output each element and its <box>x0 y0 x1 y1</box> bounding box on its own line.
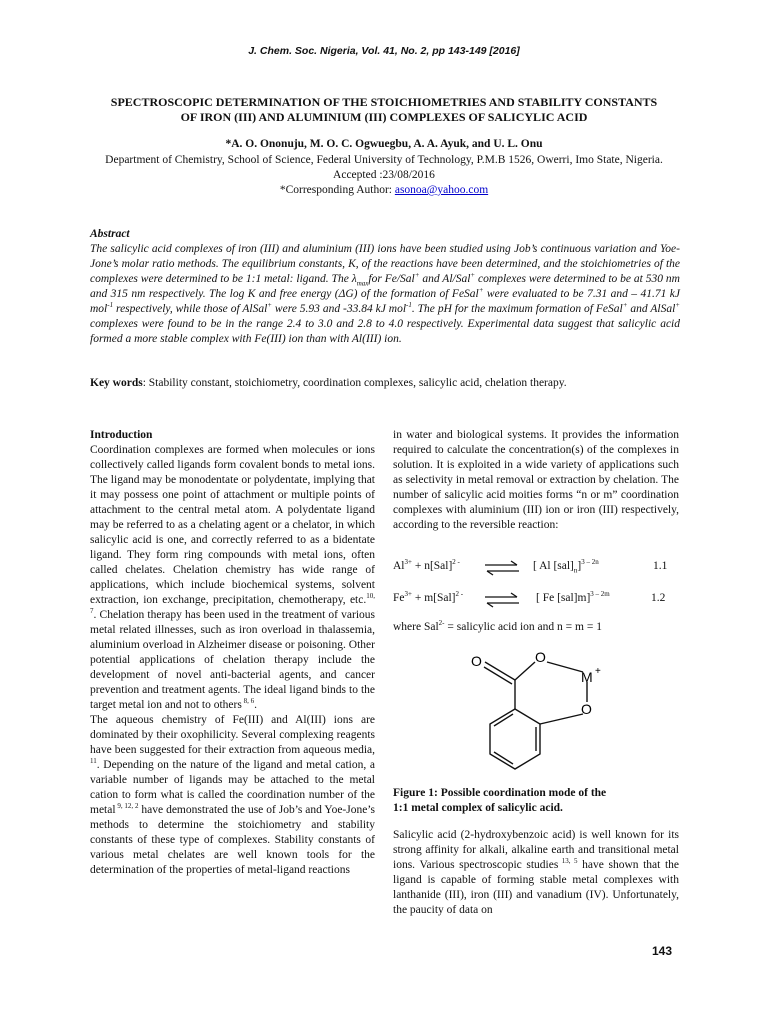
eq-term: ] <box>577 560 582 572</box>
citation: 8, 6 <box>241 697 255 706</box>
paragraph-segment: have shown that the ligand is capable of forming stable metal complexes with lanthanide (III), iron (III) and vanadium (IV). Unfortunately, the paucity of data on <box>393 859 679 916</box>
right-column-bottom <box>393 828 679 918</box>
benzene-ring <box>490 709 540 769</box>
where-sup: 2- <box>438 619 445 628</box>
title-line-1: SPECTROSCOPIC DETERMINATION OF THE STOICHIOMETRIES AND STABILITY CONSTANTS <box>110 95 658 109</box>
right-paragraph-1: in water and biological systems. It provides the information required to calculate the concentration(s) of the complexes in solution. It is exploited in a wide variety of applications such as selectivity in metal removal or extraction by chelation. The number of salicylic acid moities forms “n or m” coordination complexes with aluminium (III) ion or iron (III) respectively, according to the reversible reaction: <box>393 429 679 531</box>
eq-sup: 3+ <box>404 558 412 567</box>
left-column <box>90 428 375 878</box>
carbonyl-oxygen: O <box>471 653 482 669</box>
eq-sup: 3+ <box>404 590 412 599</box>
abstract-sup: + <box>675 301 681 310</box>
where-text: = salicylic acid ion and n = m = 1 <box>444 621 602 633</box>
eq-sup: 2 - <box>452 558 460 567</box>
right-column-top <box>393 428 679 533</box>
equation-1-1 <box>393 560 679 578</box>
paragraph-segment: . <box>254 699 257 711</box>
eq-term: Fe <box>393 592 405 604</box>
abstract-segment: and Al/Sal <box>419 273 471 285</box>
citation: 9, 12, 2 <box>115 802 139 811</box>
equation-number: 1.2 <box>651 592 666 604</box>
abstract-segment: were evaluated to be 7.31 and – 41.71 kJ mol <box>90 288 680 315</box>
abstract-segment: The salicylic acid complexes of iron (III) and aluminium (III) ions have been studied using Job’s continuous variation and Yoe-Jone’s molar ratio methods. The equilibrium constants, K, of the reactions have been determined, and the stoichiometries of the complexes were determined to be 1:1 metal: ligand. The λ <box>90 243 680 285</box>
caption-line: 1:1 metal complex of salicylic acid. <box>393 802 563 814</box>
email-link[interactable]: asonoa@yahoo.com <box>394 184 489 196</box>
paragraph-segment: The aqueous chemistry of Fe(III) and Al(III) ions are dominated by their oxophilicity. Several complexing reagents have been suggested for their extraction from aqueous media, <box>90 714 375 756</box>
ester-bond <box>515 662 535 680</box>
o-ring-bond <box>540 714 583 724</box>
abstract-sup: + <box>267 301 273 310</box>
eq-sub: n <box>573 566 578 575</box>
abstract-segment: complexes were found to be in the range 2.4 to 3.0 and 2.8 to 4.0 respectively. Experimental data suggest that salicylic acid formed a more stable complex with Fe(III) ion than with Al(III) ion. <box>90 318 680 345</box>
abstract-segment: . The pH for the maximum formation of FeSal <box>411 303 623 315</box>
paragraph-segment: . Depending on the nature of the ligand and metal cation, a variable number of ligands may be attached to the metal cation to form what is called the coordination number of the metal <box>90 759 375 816</box>
phenolic-oxygen: O <box>581 701 592 717</box>
keywords <box>90 377 680 389</box>
corresponding-label: *Corresponding Author: <box>279 184 395 196</box>
abstract-sup: -1 <box>406 301 412 310</box>
title-line-2: OF IRON (III) AND ALUMINIUM (III) COMPLEXES OF SALICYLIC ACID <box>180 110 588 124</box>
paragraph-segment: . Chelation therapy has been used in the treatment of various metal related illnesses, such as iron overload in thalassemia, aluminium overload in Alzheimer disease or poisoning. Other potential applications of chelation therapy include the development of novel anti-bacterial agents, and cancer prevention and treatment agents. The ideal ligand binds to the target metal ion and not to others <box>90 609 375 711</box>
equation-rhs <box>533 558 599 575</box>
eq-term: + n[Sal] <box>411 560 453 572</box>
equation-lhs <box>393 560 460 572</box>
keywords-label: Key words <box>90 377 143 389</box>
page-number: 143 <box>652 944 673 958</box>
equation-lhs <box>393 592 463 604</box>
abstract-heading: Abstract <box>90 228 130 240</box>
paragraph-segment: Salicylic acid (2-hydroxybenzoic acid) is well known for its strong affinity for alkali, alkaline earth and transitional metal ions. Various spectroscopic studies <box>393 829 679 871</box>
author-list: *A. O. Ononuju, M. O. C. Ogwuegbu, A. A. Ayuk, and U. L. Onu <box>225 138 543 150</box>
intro-paragraph-1 <box>90 443 375 713</box>
abstract-segment: and AlSal <box>627 303 676 315</box>
abstract-sub: max <box>356 279 369 288</box>
eq-term: [ Al [sal] <box>533 560 574 572</box>
citation: 10, 7 <box>90 592 375 616</box>
paper-title <box>80 95 688 125</box>
intro-paragraph-2 <box>90 713 375 878</box>
right-paragraph-2 <box>393 828 679 918</box>
journal-header: J. Chem. Soc. Nigeria, Vol. 41, No. 2, pp 143-149 [2016] <box>248 45 520 57</box>
metal-charge: + <box>595 666 601 677</box>
eq-sup: 2 - <box>455 590 464 599</box>
affiliation-block <box>90 153 678 198</box>
eq-term: Al <box>393 560 405 572</box>
section-heading-introduction: Introduction <box>90 429 153 441</box>
o-m-bond <box>547 662 583 672</box>
equation-rhs <box>536 592 610 604</box>
abstract-sup: -1 <box>107 301 114 310</box>
abstract-segment: complexes were determined to be at 530 nm and 315 nm respectively. The log K and free energy (ΔG) of the formation of FeSal <box>90 273 680 300</box>
citation: 13, 5 <box>558 857 578 866</box>
corresponding-author <box>90 183 678 198</box>
figure-1-caption <box>393 786 679 816</box>
abstract-sup: + <box>470 271 476 280</box>
paragraph-segment: Coordination complexes are formed when molecules or ions collectively called ligands form covalent bonds to metal ions. The ligand may be monodentate or polydentate, implying that it may possess one point of attachment or multiple points of attachment to the central metal atom. A polydentate ligand may be referred to as a chelating agent or a chelator, in which salicylic acid is one, and correctly referred to as a bidentate ligand. They form ring compounds with metal ions, often called chelates. Chelation chemistry has wide range of applications, which include biochemical systems, solvent extraction, ion exchange, precipitation, chemotherapy, etc. <box>90 444 375 606</box>
abstract-text <box>90 242 680 347</box>
equation-number: 1.1 <box>653 560 668 572</box>
abstract-sup: + <box>414 271 420 280</box>
department: Department of Chemistry, School of Science, Federal University of Technology, P.M.B 1526, Owerri, Imo State, Nigeria. <box>105 154 663 166</box>
accepted-date: Accepted :23/08/2016 <box>333 169 435 181</box>
citation: 11 <box>90 757 97 766</box>
ester-oxygen: O <box>535 649 546 665</box>
eq-term: + m[Sal] <box>411 592 456 604</box>
keywords-text: : Stability constant, stoichiometry, coordination complexes, salicylic acid, chelation therapy. <box>142 377 567 389</box>
equation-1-2 <box>393 592 679 610</box>
abstract-segment: were 5.93 and -33.84 kJ mol <box>272 303 407 315</box>
equilibrium-arrows-icon <box>483 592 521 608</box>
equilibrium-arrows-icon <box>483 560 521 576</box>
where-clause <box>393 620 679 635</box>
eq-term: [ Fe [sal]m] <box>536 592 591 604</box>
abstract-segment: respectively, while those of AlSal <box>113 303 268 315</box>
abstract-segment: for Fe/Sal <box>368 273 415 285</box>
where-text: where Sal <box>393 621 439 633</box>
metal-atom: M <box>581 669 593 685</box>
abstract-sup: + <box>478 286 484 295</box>
paragraph-segment: have demonstrated the use of Job’s and Yoe-Jone’s methods to determine the stoichiometry and stability constants of these type of complexes. Stability constants of various metal chelates are well known tools for the determination of the properties of metal-ligand reactions <box>90 804 376 876</box>
abstract-sup: + <box>622 301 628 310</box>
figure-1-structure <box>455 642 625 782</box>
eq-sup: 3 – 2m <box>590 590 610 599</box>
eq-sup: 3 – 2n <box>581 558 599 567</box>
caption-line: Figure 1: Possible coordination mode of the <box>393 787 607 799</box>
